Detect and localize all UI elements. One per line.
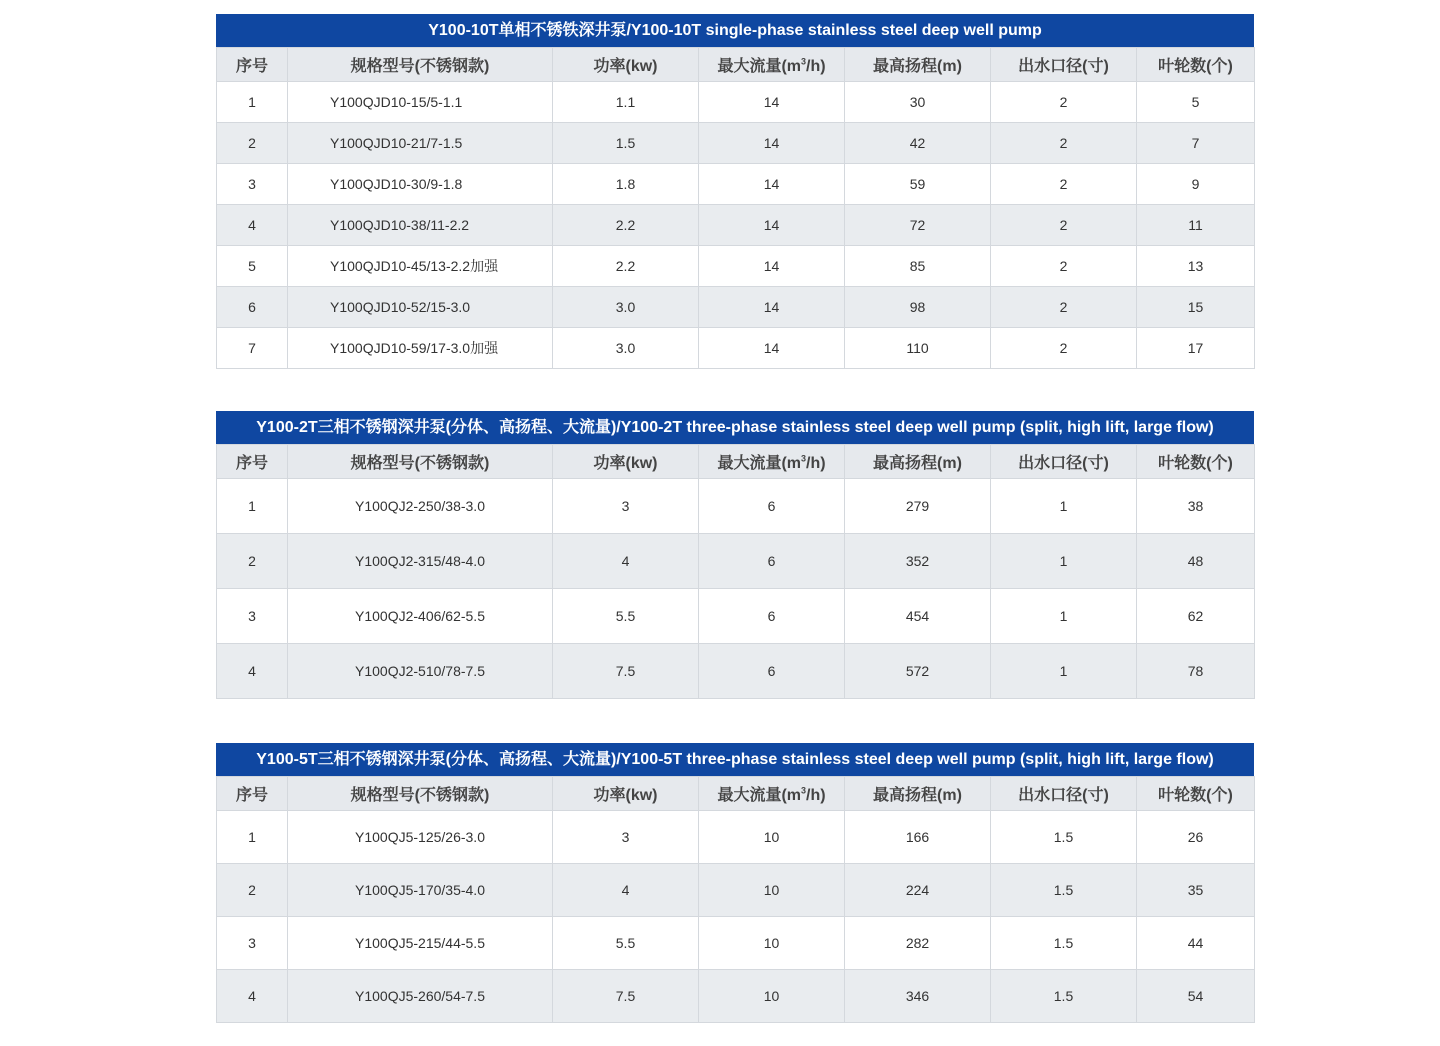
- cell-index: 4: [217, 644, 288, 699]
- cell-outlet: 1.5: [991, 970, 1137, 1023]
- cell-impellers: 7: [1137, 123, 1255, 164]
- col-header-power: 功率(kw): [553, 445, 699, 479]
- cell-model: Y100QJ5-215/44-5.5: [288, 917, 553, 970]
- cell-head: 572: [845, 644, 991, 699]
- cell-power: 3: [553, 811, 699, 864]
- table-row: [217, 246, 1255, 287]
- col-header-power: 功率(kw): [553, 48, 699, 82]
- cell-head: 59: [845, 164, 991, 205]
- cell-model: Y100QJ2-510/78-7.5: [288, 644, 553, 699]
- table-title: Y100-5T三相不锈钢深井泵(分体、高扬程、大流量)/Y100-5T three-phase stainless steel deep well pump (split, high lift, large flow): [216, 743, 1254, 776]
- cell-impellers: 11: [1137, 205, 1255, 246]
- cell-outlet: 1.5: [991, 864, 1137, 917]
- cell-flow: 14: [699, 328, 845, 369]
- cell-head: 98: [845, 287, 991, 328]
- table-row: [217, 864, 1255, 917]
- cell-flow: 6: [699, 479, 845, 534]
- table-row: [217, 534, 1255, 589]
- table-row: [217, 970, 1255, 1023]
- table-row: [217, 328, 1255, 369]
- cell-index: 2: [217, 864, 288, 917]
- cell-impellers: 38: [1137, 479, 1255, 534]
- cell-head: 30: [845, 82, 991, 123]
- cell-power: 5.5: [553, 917, 699, 970]
- cell-model: Y100QJ2-315/48-4.0: [288, 534, 553, 589]
- cell-flow: 14: [699, 287, 845, 328]
- cell-outlet: 2: [991, 246, 1137, 287]
- table-title: Y100-2T三相不锈钢深井泵(分体、高扬程、大流量)/Y100-2T three-phase stainless steel deep well pump (split, high lift, large flow): [216, 411, 1254, 444]
- table-title: Y100-10T单相不锈铁深井泵/Y100-10T single-phase stainless steel deep well pump: [216, 14, 1254, 47]
- table-row: [217, 479, 1255, 534]
- cell-index: 7: [217, 328, 288, 369]
- cell-flow: 14: [699, 164, 845, 205]
- cell-index: 5: [217, 246, 288, 287]
- cell-index: 1: [217, 82, 288, 123]
- cell-flow: 10: [699, 811, 845, 864]
- table-row: [217, 811, 1255, 864]
- col-header-outlet: 出水口径(寸): [991, 48, 1137, 82]
- col-header-index: 序号: [217, 48, 288, 82]
- cell-power: 4: [553, 864, 699, 917]
- cell-power: 1.5: [553, 123, 699, 164]
- cell-impellers: 54: [1137, 970, 1255, 1023]
- col-header-flow: 最大流量$(m^3/h)$: [699, 445, 845, 479]
- cell-power: 7.5: [553, 644, 699, 699]
- cell-power: 3: [553, 479, 699, 534]
- cell-power: 2.2: [553, 205, 699, 246]
- pump-table-y100-5t: [216, 743, 1254, 1023]
- col-header-head: 最高扬程(m): [845, 445, 991, 479]
- cell-index: 4: [217, 970, 288, 1023]
- cell-head: 85: [845, 246, 991, 287]
- cell-flow: 6: [699, 644, 845, 699]
- cell-power: 2.2: [553, 246, 699, 287]
- table-row: [217, 82, 1255, 123]
- col-header-outlet: 出水口径(寸): [991, 445, 1137, 479]
- cell-power: 4: [553, 534, 699, 589]
- cell-model: Y100QJ5-260/54-7.5: [288, 970, 553, 1023]
- cell-impellers: 13: [1137, 246, 1255, 287]
- cell-impellers: 9: [1137, 164, 1255, 205]
- cell-impellers: 48: [1137, 534, 1255, 589]
- cell-impellers: 44: [1137, 917, 1255, 970]
- cell-model: Y100QJD10-38/11-2.2: [288, 205, 553, 246]
- cell-outlet: 1.5: [991, 917, 1137, 970]
- cell-index: 4: [217, 205, 288, 246]
- cell-head: 279: [845, 479, 991, 534]
- cell-impellers: 35: [1137, 864, 1255, 917]
- cell-model: Y100QJD10-45/13-2.2加强: [288, 246, 553, 287]
- spec-table: [216, 444, 1255, 699]
- cell-head: 282: [845, 917, 991, 970]
- cell-model: Y100QJD10-59/17-3.0加强: [288, 328, 553, 369]
- cell-power: 1.1: [553, 82, 699, 123]
- cell-index: 1: [217, 811, 288, 864]
- cell-flow: 10: [699, 970, 845, 1023]
- cell-flow: 6: [699, 589, 845, 644]
- cell-flow: 10: [699, 864, 845, 917]
- col-header-index: 序号: [217, 445, 288, 479]
- cell-index: 3: [217, 589, 288, 644]
- cell-outlet: 2: [991, 205, 1137, 246]
- cell-flow: 14: [699, 82, 845, 123]
- cell-index: 2: [217, 123, 288, 164]
- table-row: [217, 287, 1255, 328]
- header-row: [217, 777, 1255, 811]
- col-header-index: 序号: [217, 777, 288, 811]
- cell-flow: 14: [699, 246, 845, 287]
- cell-outlet: 2: [991, 328, 1137, 369]
- pump-table-y100-10t: [216, 14, 1254, 369]
- cell-flow: 6: [699, 534, 845, 589]
- cell-model: Y100QJD10-15/5-1.1: [288, 82, 553, 123]
- cell-power: 7.5: [553, 970, 699, 1023]
- cell-flow: 14: [699, 205, 845, 246]
- cell-flow: 10: [699, 917, 845, 970]
- col-header-impellers: 叶轮数(个): [1137, 445, 1255, 479]
- col-header-impellers: 叶轮数(个): [1137, 777, 1255, 811]
- cell-outlet: 2: [991, 82, 1137, 123]
- cell-model: Y100QJ5-125/26-3.0: [288, 811, 553, 864]
- cell-power: 3.0: [553, 287, 699, 328]
- col-header-flow: 最大流量$(m^3/h)$: [699, 48, 845, 82]
- table-row: [217, 164, 1255, 205]
- cell-outlet: 2: [991, 123, 1137, 164]
- table-row: [217, 205, 1255, 246]
- header-row: [217, 48, 1255, 82]
- col-header-head: 最高扬程(m): [845, 48, 991, 82]
- cell-outlet: 1: [991, 589, 1137, 644]
- cell-head: 346: [845, 970, 991, 1023]
- cell-model: Y100QJ2-406/62-5.5: [288, 589, 553, 644]
- pump-table-y100-2t: [216, 411, 1254, 699]
- col-header-head: 最高扬程(m): [845, 777, 991, 811]
- cell-impellers: 17: [1137, 328, 1255, 369]
- cell-outlet: 1: [991, 479, 1137, 534]
- col-header-model: 规格型号(不锈钢款): [288, 777, 553, 811]
- col-header-impellers: 叶轮数(个): [1137, 48, 1255, 82]
- col-header-flow: 最大流量$(m^3/h)$: [699, 777, 845, 811]
- col-header-power: 功率(kw): [553, 777, 699, 811]
- col-header-outlet: 出水口径(寸): [991, 777, 1137, 811]
- cell-outlet: 1.5: [991, 811, 1137, 864]
- cell-model: Y100QJ5-170/35-4.0: [288, 864, 553, 917]
- cell-index: 6: [217, 287, 288, 328]
- cell-power: 5.5: [553, 589, 699, 644]
- cell-impellers: 78: [1137, 644, 1255, 699]
- cell-head: 352: [845, 534, 991, 589]
- col-header-model: 规格型号(不锈钢款): [288, 445, 553, 479]
- cell-impellers: 62: [1137, 589, 1255, 644]
- cell-head: 224: [845, 864, 991, 917]
- table-row: [217, 123, 1255, 164]
- table-row: [217, 644, 1255, 699]
- cell-outlet: 1: [991, 534, 1137, 589]
- cell-outlet: 2: [991, 164, 1137, 205]
- cell-index: 3: [217, 164, 288, 205]
- cell-head: 166: [845, 811, 991, 864]
- cell-index: 2: [217, 534, 288, 589]
- cell-impellers: 5: [1137, 82, 1255, 123]
- cell-index: 1: [217, 479, 288, 534]
- cell-model: Y100QJD10-52/15-3.0: [288, 287, 553, 328]
- cell-outlet: 2: [991, 287, 1137, 328]
- table-row: [217, 589, 1255, 644]
- cell-model: Y100QJ2-250/38-3.0: [288, 479, 553, 534]
- table-row: [217, 917, 1255, 970]
- cell-flow: 14: [699, 123, 845, 164]
- cell-head: 110: [845, 328, 991, 369]
- cell-impellers: 15: [1137, 287, 1255, 328]
- cell-outlet: 1: [991, 644, 1137, 699]
- cell-power: 3.0: [553, 328, 699, 369]
- cell-impellers: 26: [1137, 811, 1255, 864]
- cell-head: 454: [845, 589, 991, 644]
- cell-power: 1.8: [553, 164, 699, 205]
- cell-head: 42: [845, 123, 991, 164]
- cell-model: Y100QJD10-30/9-1.8: [288, 164, 553, 205]
- col-header-model: 规格型号(不锈钢款): [288, 48, 553, 82]
- cell-head: 72: [845, 205, 991, 246]
- cell-model: Y100QJD10-21/7-1.5: [288, 123, 553, 164]
- spec-table: [216, 47, 1255, 369]
- cell-index: 3: [217, 917, 288, 970]
- header-row: [217, 445, 1255, 479]
- spec-table: [216, 776, 1255, 1023]
